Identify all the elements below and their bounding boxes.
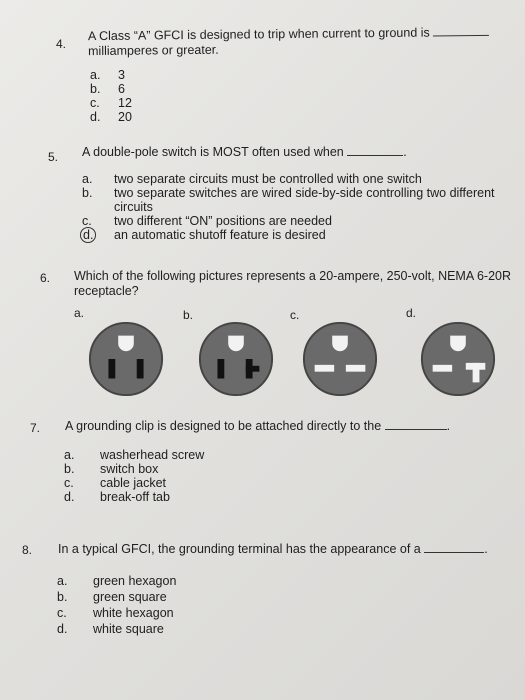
question-4-line2: milliamperes or greater.	[88, 42, 219, 59]
question-4-line1: A Class “A” GFCI is designed to trip when current to ground is	[87, 25, 430, 44]
receptacle-b-label: b.	[183, 308, 194, 322]
question-8-number: 8.	[22, 543, 33, 557]
question-6-text: Which of the following pictures represents a 20-ampere, 250-volt, NEMA 6-20R receptacle?	[74, 269, 512, 298]
receptacle-d-label: d.	[406, 306, 417, 320]
question-8-text: In a typical GFCI, the grounding terminal has the appearance of a .	[58, 542, 488, 556]
answer-blank	[433, 25, 489, 37]
answer-blank	[347, 145, 403, 156]
question-8-option-b: b. green square	[57, 590, 167, 604]
receptacle-a-label: a.	[74, 306, 85, 320]
question-4-text	[88, 25, 490, 59]
question-5-option-b: b. two separate switches are wired side-by-side controlling two different	[82, 186, 495, 200]
question-7-option-a: a. washerhead screw	[64, 448, 205, 462]
question-7-text: A grounding clip is designed to be attached directly to the .	[65, 419, 451, 433]
question-7-number: 7.	[30, 421, 41, 435]
question-7-option-c: c. cable jacket	[64, 476, 167, 490]
question-7-option-d: d. break-off tab	[64, 490, 170, 504]
question-8-option-a: a. green hexagon	[57, 574, 177, 588]
question-5-option-d: d. an automatic shutoff feature is desired	[80, 228, 326, 243]
question-5-option-a: a. two separate circuits must be controlled with one switch	[82, 172, 422, 186]
question-4-option-d: d. 20	[90, 110, 132, 124]
circled-answer-mark: d.	[80, 227, 96, 243]
question-8-option-d: d. white square	[57, 622, 164, 636]
question-4-option-b: b. 6	[90, 82, 125, 96]
answer-blank	[385, 419, 447, 430]
question-4-number: 4.	[56, 37, 67, 51]
receptacle-b-icon	[197, 320, 275, 398]
receptacle-c-label: c.	[290, 308, 300, 322]
question-4-option-a: a. 3	[90, 68, 125, 82]
receptacle-c-icon	[301, 320, 379, 398]
receptacle-d-icon	[419, 320, 497, 398]
question-5-text: A double-pole switch is MOST often used when .	[82, 145, 407, 159]
question-6-number: 6.	[40, 271, 51, 285]
question-5-number: 5.	[48, 150, 59, 164]
question-5-option-b-cont: circuits	[114, 200, 153, 214]
question-7-option-b: b. switch box	[64, 462, 159, 476]
question-5-option-c: c. two different “ON” positions are needed	[82, 214, 332, 228]
answer-blank	[424, 542, 484, 553]
receptacle-a-icon	[87, 320, 165, 398]
question-4-option-c: c. 12	[90, 96, 132, 110]
question-8-option-c: c. white hexagon	[57, 606, 174, 620]
